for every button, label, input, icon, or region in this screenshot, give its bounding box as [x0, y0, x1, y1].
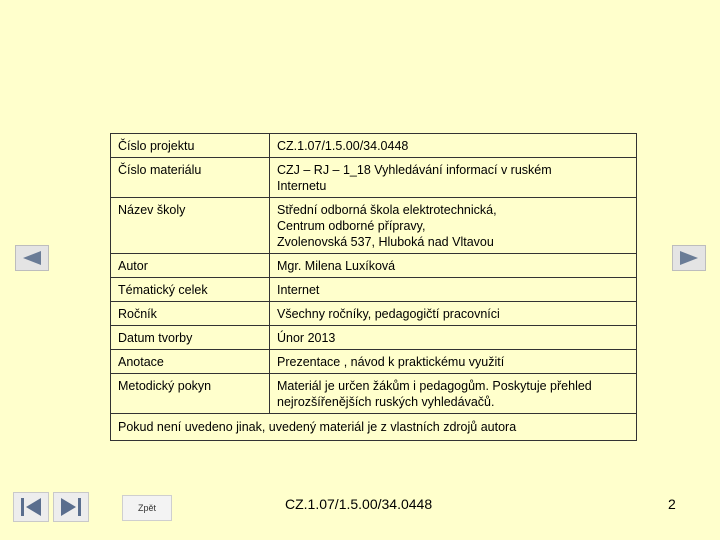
- table-row: [111, 302, 637, 326]
- first-slide-button[interactable]: [13, 492, 49, 522]
- page-number: 2: [668, 496, 676, 512]
- row-value: Internet: [270, 278, 637, 302]
- footer-project-code: CZ.1.07/1.5.00/34.0448: [285, 496, 433, 512]
- table-row: [111, 414, 637, 441]
- row-label: Číslo materiálu: [111, 158, 270, 198]
- source-note: Pokud není uvedeno jinak, uvedený materiál je z vlastních zdrojů autora: [111, 414, 637, 441]
- back-button[interactable]: Zpět: [122, 495, 172, 521]
- row-value: Všechny ročníky, pedagogičtí pracovníci: [270, 302, 637, 326]
- row-value: CZJ – RJ – 1_18 Vyhledávání informací v ruském Internetu: [270, 158, 637, 198]
- triangle-left-icon: [21, 250, 43, 266]
- skip-last-icon: [58, 496, 84, 518]
- row-label: Ročník: [111, 302, 270, 326]
- row-value: Mgr. Milena Luxíková: [270, 254, 637, 278]
- table-row: [111, 158, 637, 198]
- skip-first-icon: [18, 496, 44, 518]
- row-label: Datum tvorby: [111, 326, 270, 350]
- triangle-right-icon: [678, 250, 700, 266]
- row-value: CZ.1.07/1.5.00/34.0448: [270, 134, 637, 158]
- previous-slide-button[interactable]: [15, 245, 49, 271]
- row-value: Materiál je určen žákům i pedagogům. Poskytuje přehled nejrozšířenějších ruských vyhledávačů.: [270, 374, 637, 414]
- table-row: [111, 278, 637, 302]
- row-value: Prezentace , návod k praktickému využití: [270, 350, 637, 374]
- table-row: [111, 134, 637, 158]
- row-value: Únor 2013: [270, 326, 637, 350]
- next-slide-button[interactable]: [672, 245, 706, 271]
- row-value: Střední odborná škola elektrotechnická, Centrum odborné přípravy, Zvolenovská 537, Hluboká nad Vltavou: [270, 198, 637, 254]
- table-row: [111, 198, 637, 254]
- table-row: [111, 350, 637, 374]
- row-label: Anotace: [111, 350, 270, 374]
- project-info-table: [110, 133, 637, 441]
- row-label: Název školy: [111, 198, 270, 254]
- row-label: Číslo projektu: [111, 134, 270, 158]
- row-label: Tématický celek: [111, 278, 270, 302]
- table-row: [111, 254, 637, 278]
- table-row: [111, 326, 637, 350]
- row-label: Metodický pokyn: [111, 374, 270, 414]
- table-row: [111, 374, 637, 414]
- last-slide-button[interactable]: [53, 492, 89, 522]
- row-label: Autor: [111, 254, 270, 278]
